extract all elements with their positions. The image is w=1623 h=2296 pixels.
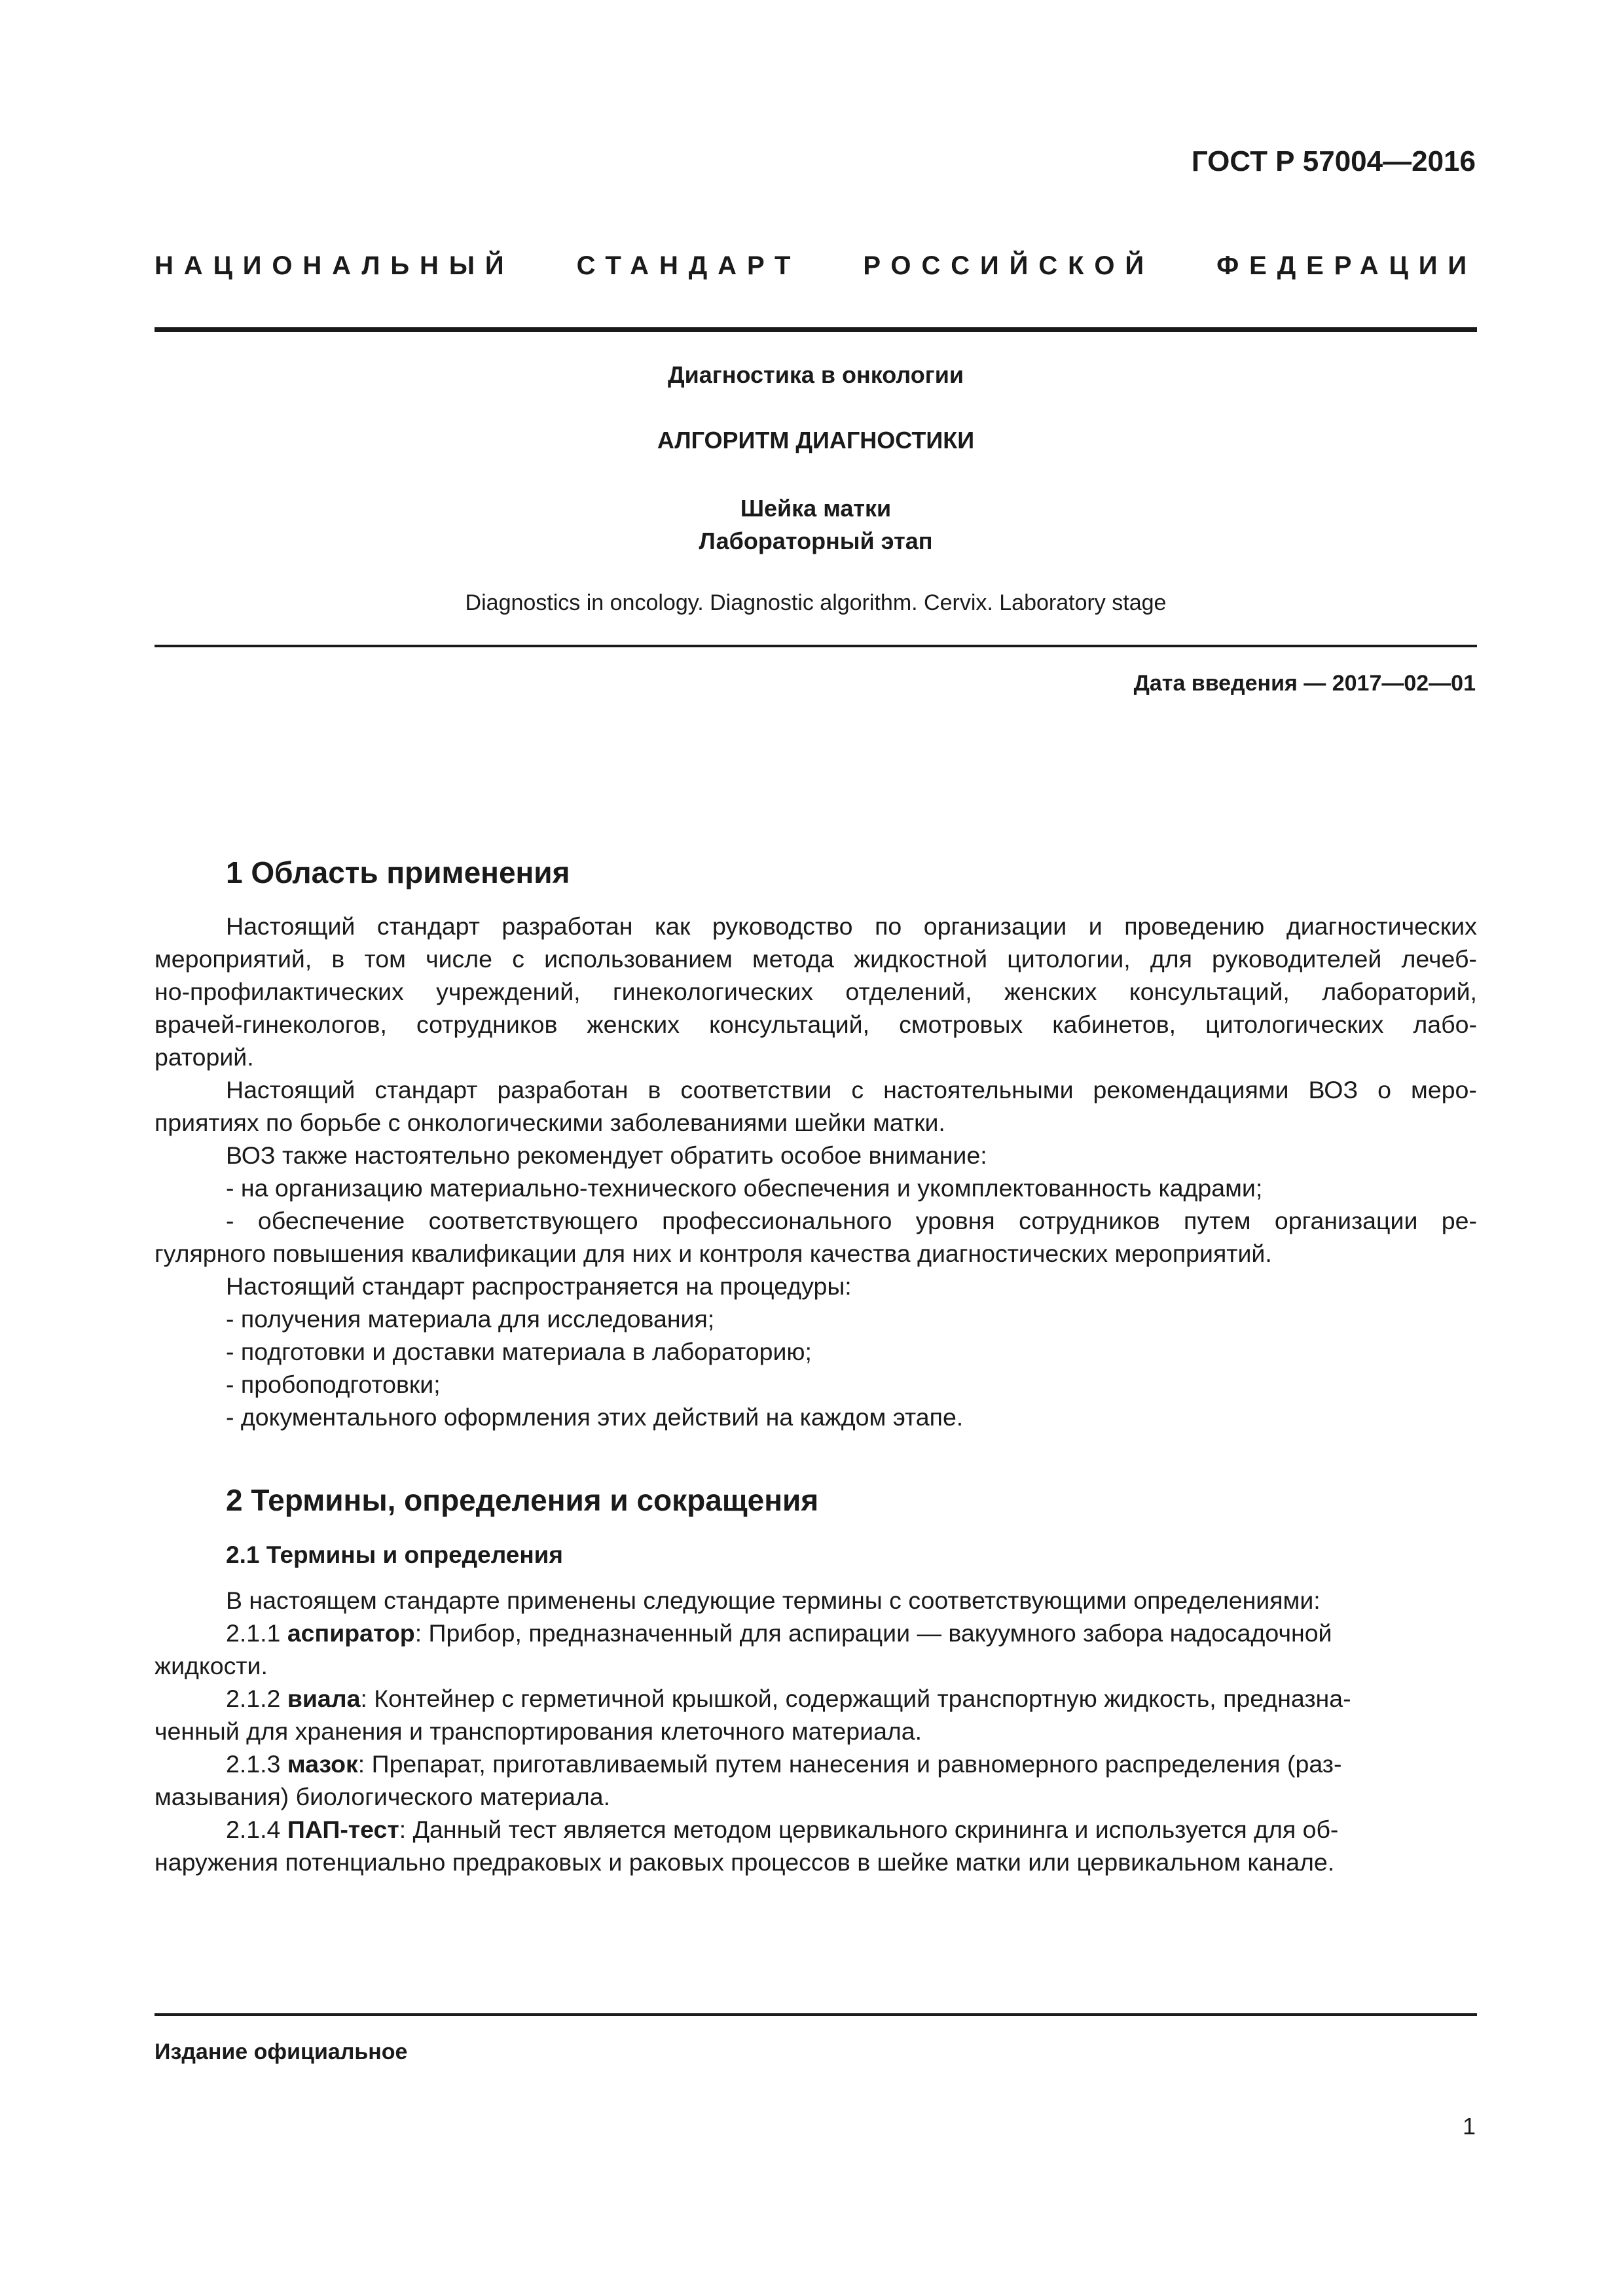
paragraph-line: но-профилактических учреждений, гинекологических отделений, женских консультаций, лабораторий, <box>155 978 1477 1005</box>
term-word: виала <box>287 1685 361 1712</box>
term-continuation: ченный для хранения и транспортирования клеточного материала. <box>155 1717 922 1745</box>
term-word: аспиратор <box>287 1619 415 1647</box>
paragraph-line: гулярного повышения квалификации для них и контроля качества диагностических мероприятий. <box>155 1240 1272 1267</box>
title-sub-1: Шейка матки <box>740 495 892 522</box>
paragraph-line: Настоящий стандарт разработан как руководство по организации и проведению диагностических <box>226 912 1477 940</box>
footer-rule <box>155 2013 1477 2016</box>
term-line <box>155 1682 1477 1715</box>
list-item: - обеспечение соответствующего профессионального уровня сотрудников путем организации ре- <box>226 1207 1477 1234</box>
section-2-body <box>155 1584 1477 1878</box>
term-continuation: жидкости. <box>155 1652 268 1679</box>
term-line <box>155 1748 1477 1780</box>
title-english: Diagnostics in oncology. Diagnostic algorithm. Cervix. Laboratory stage <box>465 590 1167 615</box>
title-group: Диагностика в онкологии <box>667 361 964 388</box>
term-number: 2.1.3 <box>226 1750 281 1778</box>
title-main: АЛГОРИТМ ДИАГНОСТИКИ <box>657 427 975 454</box>
paragraph-line: приятиях по борьбе с онкологическими заболеваниями шейки матки. <box>155 1109 945 1136</box>
term-number: 2.1.2 <box>226 1685 281 1712</box>
section-1-heading: 1 Область применения <box>226 855 570 889</box>
page-number: 1 <box>1462 2113 1476 2140</box>
term-definition: : Контейнер с герметичной крышкой, содержащий транспортную жидкость, предназна- <box>360 1685 1351 1712</box>
list-item: - получения материала для исследования; <box>226 1305 715 1333</box>
paragraph-line: ВОЗ также настоятельно рекомендует обратить особое внимание: <box>226 1141 987 1169</box>
list-item: - подготовки и доставки материала в лабораторию; <box>226 1338 812 1365</box>
term-word: мазок <box>287 1750 358 1778</box>
term-definition: : Прибор, предназначенный для аспирации — вакуумного забора надосадочной <box>414 1619 1332 1647</box>
paragraph-line: Настоящий стандарт разработан в соответствии с настоятельными рекомендациями ВОЗ о меро- <box>226 1076 1477 1103</box>
term-number: 2.1.4 <box>226 1816 281 1843</box>
term-line <box>155 1617 1477 1649</box>
list-item: - на организацию материально-технического обеспечения и укомплектованность кадрами; <box>226 1174 1263 1202</box>
term-definition: : Данный тест является методом цервикального скрининга и используется для об- <box>399 1816 1339 1843</box>
banner-word: РОССИЙСКОЙ <box>863 251 1155 280</box>
title-sub-2: Лабораторный этап <box>699 528 933 554</box>
term-continuation: мазывания) биологического материала. <box>155 1783 611 1810</box>
term-line <box>155 1813 1477 1846</box>
term-definition: : Препарат, приготавливаемый путем нанесения и равномерного распределения (раз- <box>357 1750 1342 1778</box>
standard-id: ГОСТ Р 57004—2016 <box>1191 145 1476 177</box>
national-standard-banner <box>155 251 1477 281</box>
term-number: 2.1.1 <box>226 1619 281 1647</box>
section-2-heading: 2 Термины, определения и сокращения <box>226 1483 819 1517</box>
introduction-date: Дата введения — 2017—02—01 <box>1133 671 1476 696</box>
subsection-2-1-heading: 2.1 Термины и определения <box>226 1541 564 1568</box>
official-edition-label: Издание официальное <box>155 2039 408 2064</box>
paragraph-line: Настоящий стандарт распространяется на процедуры: <box>226 1272 852 1300</box>
list-item: - документального оформления этих действий на каждом этапе. <box>226 1403 964 1431</box>
title-bottom-rule <box>155 645 1477 647</box>
paragraph-line: мероприятий, в том числе с использованием метода жидкостной цитологии, для руководителей лечеб- <box>155 945 1477 973</box>
list-item: - пробоподготовки; <box>226 1371 441 1398</box>
paragraph-line: врачей-гинекологов, сотрудников женских консультаций, смотровых кабинетов, цитологических лабо- <box>155 1011 1477 1038</box>
terms-intro: В настоящем стандарте применены следующие термины с соответствующими определениями: <box>226 1587 1321 1614</box>
banner-word: НАЦИОНАЛЬНЫЙ <box>155 251 515 280</box>
term-continuation: наружения потенциально предраковых и раковых процессов в шейке матки или цервикальном канале. <box>155 1848 1335 1876</box>
section-1-body <box>155 910 1477 1433</box>
banner-word: ФЕДЕРАЦИИ <box>1216 251 1477 280</box>
paragraph-line: раторий. <box>155 1043 254 1071</box>
term-word: ПАП-тест <box>287 1816 399 1843</box>
banner-word: СТАНДАРТ <box>576 251 801 280</box>
top-thick-rule <box>155 327 1477 332</box>
